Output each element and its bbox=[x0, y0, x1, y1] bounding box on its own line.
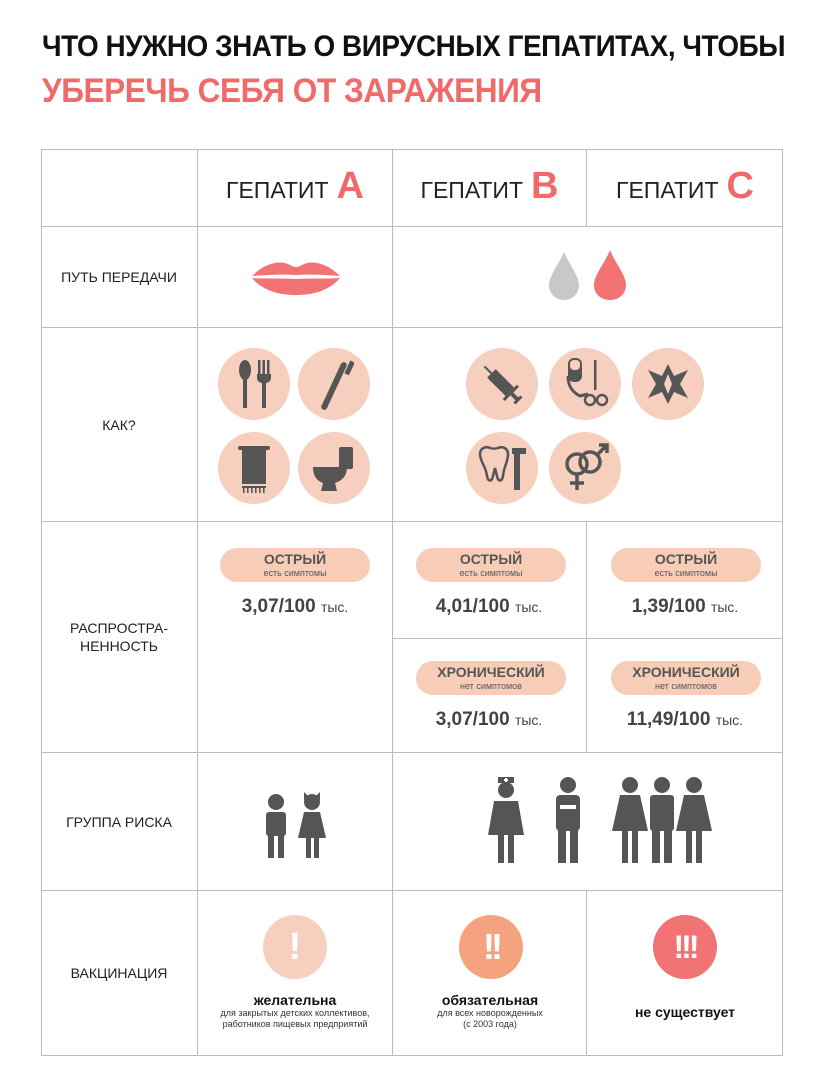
badge-subtitle: есть симптомы bbox=[263, 568, 327, 578]
vaccination-note-1: для всех новорожденных bbox=[437, 1008, 543, 1018]
stat-unit: тыс. bbox=[514, 599, 543, 615]
badge-title: ОСТРЫЙ bbox=[459, 551, 523, 567]
manicure-icon bbox=[549, 348, 621, 420]
syringe-icon bbox=[466, 348, 538, 420]
vaccination-note-2: работников пищевых предприятий bbox=[222, 1019, 368, 1029]
vaccination-title: желательна bbox=[253, 992, 337, 1008]
badge-c-chronic bbox=[611, 661, 761, 695]
header-word: ГЕПАТИТ bbox=[420, 177, 524, 203]
header-hepatitis-b bbox=[393, 165, 586, 215]
badge-title: ОСТРЫЙ bbox=[263, 551, 327, 567]
prevalence-label-line-1: РАСПРОСТРА- bbox=[69, 620, 169, 636]
badge-b-acute bbox=[416, 548, 566, 582]
vaccination-title: обязательная bbox=[441, 992, 539, 1008]
stat-c-chronic bbox=[590, 709, 780, 731]
gender-icon bbox=[549, 432, 621, 504]
dental-icon bbox=[466, 432, 538, 504]
header-word: ГЕПАТИТ bbox=[226, 177, 329, 203]
header-hepatitis-a bbox=[198, 165, 392, 215]
patient-icon bbox=[550, 775, 586, 865]
exclamation-icon-b bbox=[459, 915, 523, 979]
badge-c-acute bbox=[611, 548, 761, 582]
stat-unit: тыс. bbox=[715, 712, 744, 728]
row-label-transmission: ПУТЬ ПЕРЕДАЧИ bbox=[61, 269, 177, 285]
couples-icon bbox=[612, 775, 712, 865]
toilet-icon bbox=[298, 432, 370, 504]
stat-c-acute bbox=[590, 596, 780, 618]
vaccination-mark: !!! bbox=[673, 928, 697, 965]
lips-icon bbox=[250, 258, 342, 296]
badge-title: ХРОНИЧЕСКИЙ bbox=[437, 664, 545, 680]
badge-title: ОСТРЫЙ bbox=[654, 551, 718, 567]
badge-subtitle: нет симптомов bbox=[460, 681, 522, 691]
badge-a-acute bbox=[220, 548, 370, 582]
header-word: ГЕПАТИТ bbox=[616, 177, 719, 203]
exclamation-icon-a bbox=[263, 915, 327, 979]
stat-unit: тыс. bbox=[710, 599, 739, 615]
vaccination-a bbox=[200, 992, 390, 1030]
towel-icon bbox=[218, 432, 290, 504]
row-label-how: КАК? bbox=[102, 416, 136, 433]
stat-value: 3,07/100 bbox=[435, 709, 510, 730]
vaccination-note-1: для закрытых детских коллективов, bbox=[220, 1008, 370, 1018]
vaccination-mark: ! bbox=[288, 925, 302, 968]
stat-value: 3,07/100 bbox=[241, 596, 316, 617]
tattoo-icon bbox=[632, 348, 704, 420]
red-drop-icon bbox=[592, 248, 628, 302]
stat-value: 11,49/100 bbox=[626, 709, 711, 730]
badge-subtitle: есть симптомы bbox=[459, 568, 523, 578]
title-line-1: ЧТО НУЖНО ЗНАТЬ О ВИРУСНЫХ ГЕПАТИТАХ, ЧТОБЫ bbox=[42, 30, 786, 63]
header-letter: C bbox=[726, 165, 754, 207]
badge-b-chronic bbox=[416, 661, 566, 695]
badge-title: ХРОНИЧЕСКИЙ bbox=[632, 664, 740, 680]
vaccination-c bbox=[590, 1004, 780, 1020]
stat-unit: тыс. bbox=[514, 712, 543, 728]
exclamation-icon-c bbox=[653, 915, 717, 979]
badge-subtitle: нет симптомов bbox=[655, 681, 717, 691]
children-icon bbox=[258, 790, 332, 860]
prevalence-label-line-2: НЕННОСТЬ bbox=[80, 638, 158, 654]
header-letter: B bbox=[531, 165, 559, 207]
grey-drop-icon bbox=[547, 250, 581, 302]
header-letter: A bbox=[336, 165, 364, 207]
vaccination-note-2: (с 2003 года) bbox=[463, 1019, 517, 1029]
row-label-prevalence bbox=[41, 522, 197, 752]
vaccination-title: не существует bbox=[634, 1004, 736, 1020]
title-line-2: УБЕРЕЧЬ СЕБЯ ОТ ЗАРАЖЕНИЯ bbox=[42, 72, 542, 110]
vaccination-mark: !! bbox=[483, 926, 499, 967]
stat-b-chronic bbox=[394, 709, 584, 731]
row-label-risk-group: ГРУППА РИСКА bbox=[66, 813, 172, 830]
spoon-fork-icon bbox=[218, 348, 290, 420]
stat-b-acute bbox=[394, 596, 584, 618]
stat-unit: тыс. bbox=[320, 599, 349, 615]
toothbrush-icon bbox=[298, 348, 370, 420]
badge-subtitle: есть симптомы bbox=[654, 568, 718, 578]
stat-value: 1,39/100 bbox=[631, 596, 706, 617]
row-label-vaccination: ВАКЦИНАЦИЯ bbox=[70, 965, 168, 981]
stat-value: 4,01/100 bbox=[435, 596, 510, 617]
header-hepatitis-c bbox=[587, 165, 783, 215]
stat-a-acute bbox=[200, 596, 390, 618]
nurse-icon bbox=[486, 775, 526, 865]
vaccination-b bbox=[395, 992, 585, 1030]
